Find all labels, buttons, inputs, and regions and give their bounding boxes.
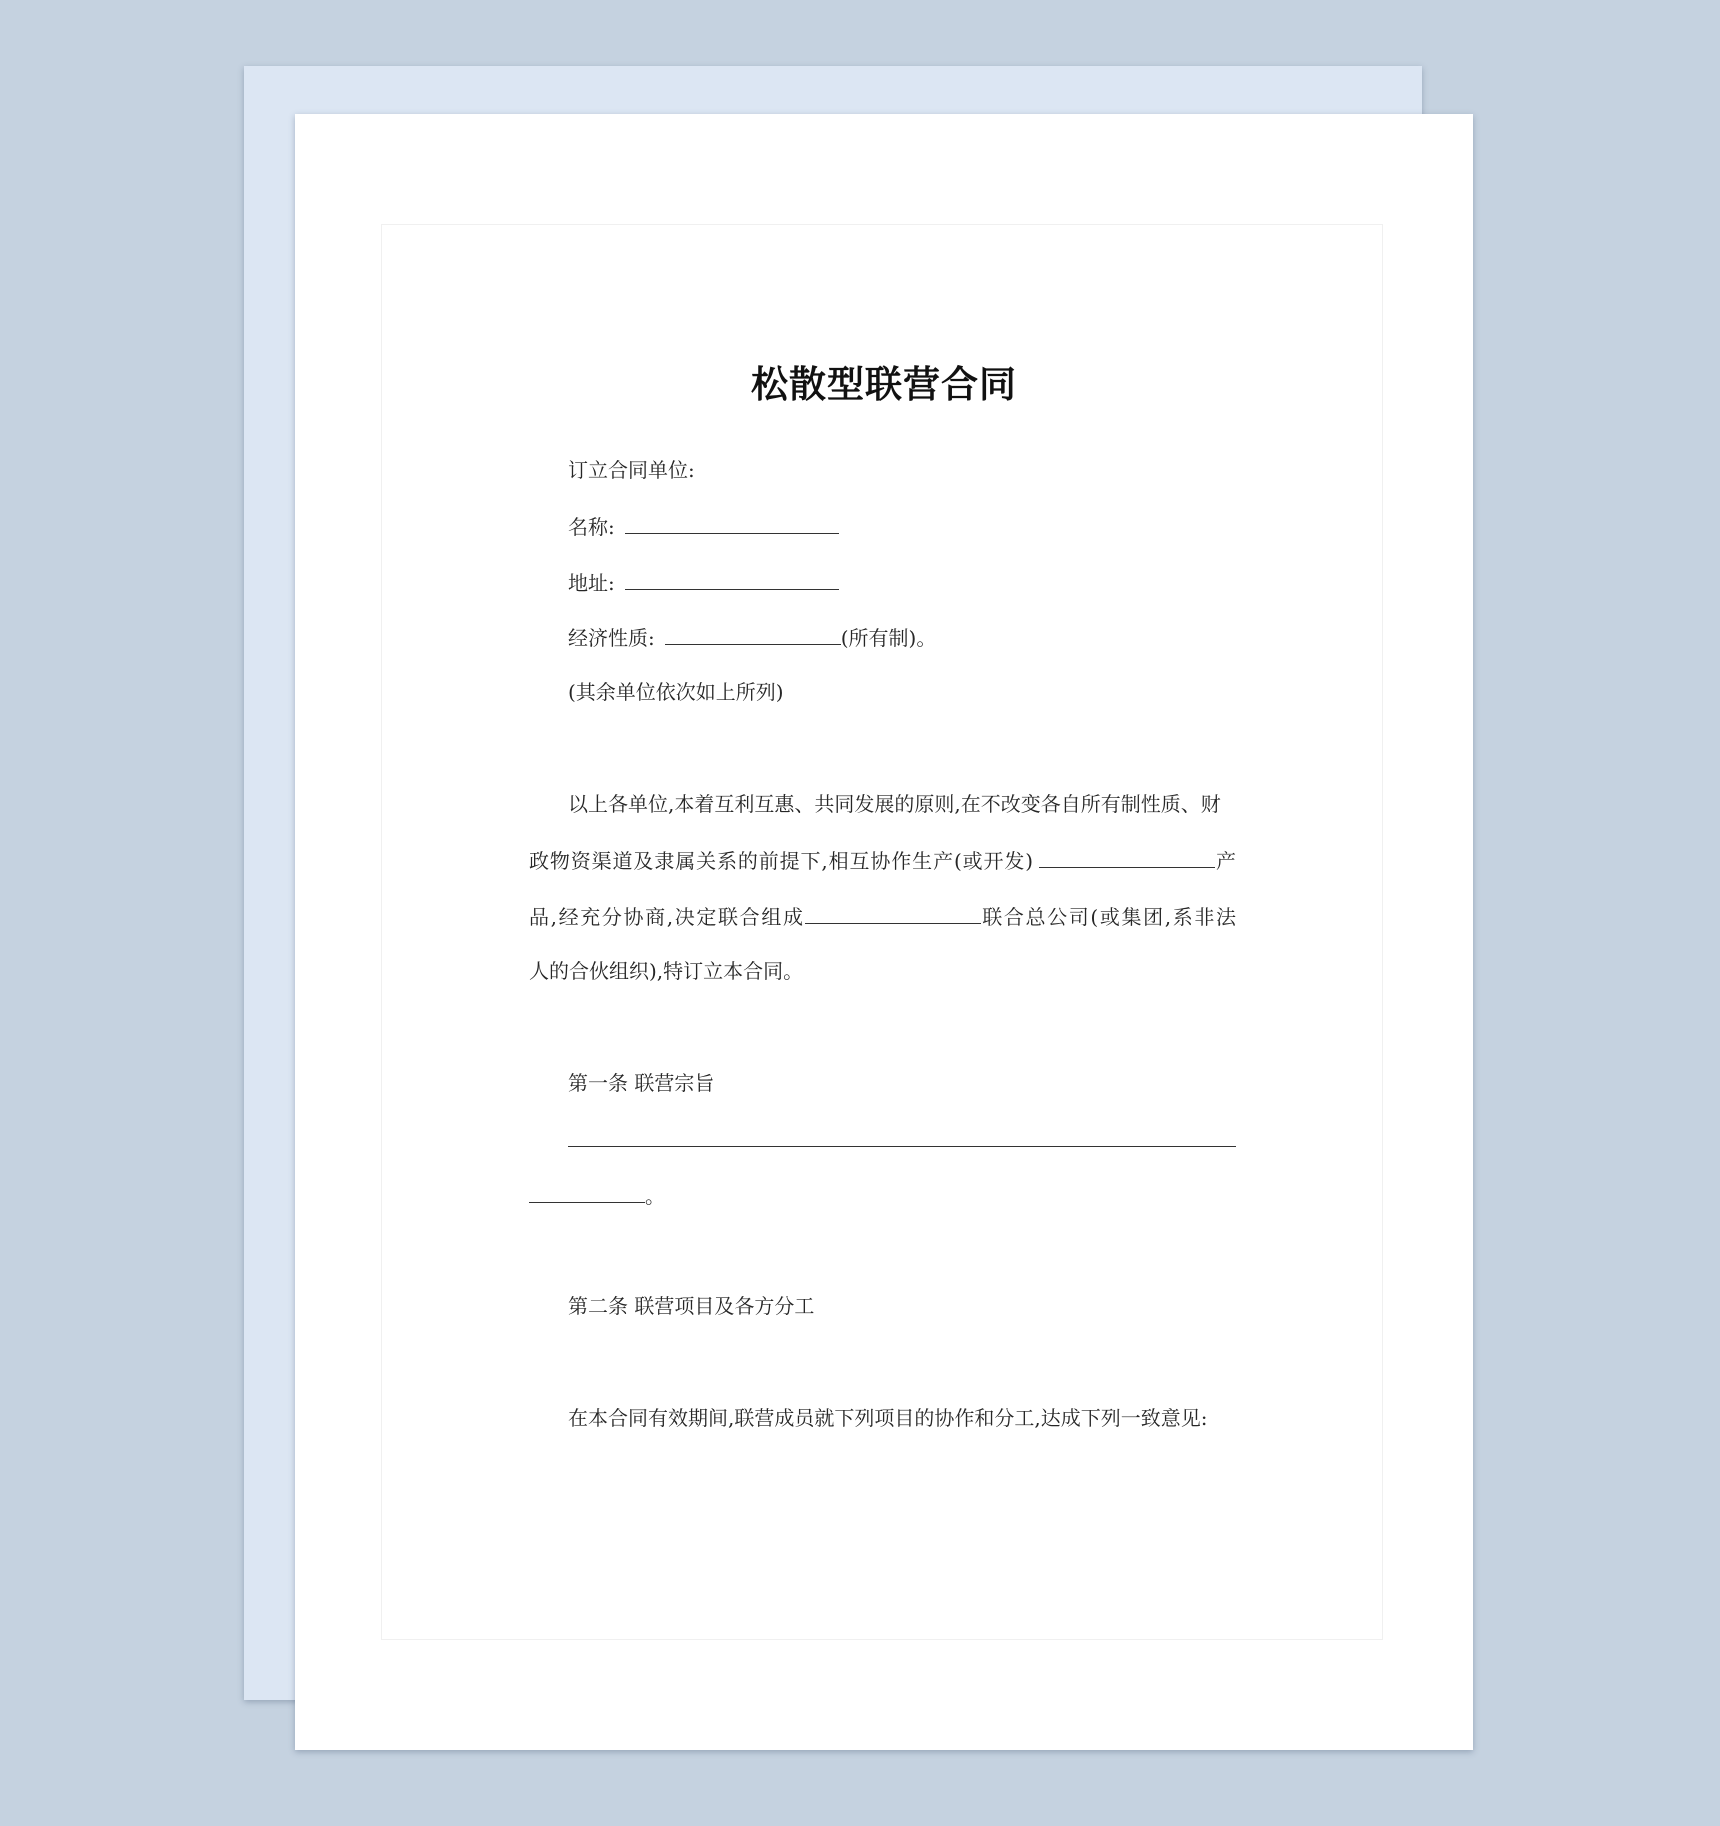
address-label: 地址: bbox=[568, 571, 615, 595]
preamble-line-3-suffix: 联合总公司(或集团,系非法 bbox=[980, 905, 1236, 929]
preamble-line-3 bbox=[529, 903, 1236, 929]
article-1-blank-line bbox=[568, 1146, 1236, 1147]
preamble-line-1: 以上各单位,本着互利互惠、共同发展的原则,在不改变各自所有制性质、财 bbox=[568, 792, 1221, 816]
article-2-heading: 第二条 联营项目及各方分工 bbox=[568, 1294, 815, 1318]
address-blank bbox=[625, 569, 839, 590]
preamble-line-2 bbox=[529, 847, 1236, 873]
nature-field bbox=[568, 624, 936, 650]
nature-label: 经济性质: bbox=[568, 626, 655, 650]
article-2-intro: 在本合同有效期间,联营成员就下列项目的协作和分工,达成下列一致意见: bbox=[568, 1406, 1208, 1430]
name-field bbox=[568, 513, 839, 539]
product-blank bbox=[1039, 847, 1215, 868]
document-title: 松散型联营合同 bbox=[751, 363, 1017, 406]
preamble-line-3-prefix: 品,经充分协商,决定联合组成 bbox=[529, 905, 805, 929]
preamble-line-2-prefix: 政物资渠道及隶属关系的前提下,相互协作生产(或开发) bbox=[529, 849, 1034, 873]
nature-blank bbox=[665, 624, 841, 645]
address-field bbox=[568, 569, 839, 595]
article-1-short-blank bbox=[529, 1182, 645, 1203]
document-page bbox=[295, 114, 1473, 1750]
preamble-line-2-suffix: 产 bbox=[1215, 849, 1236, 873]
article-1-heading: 第一条 联营宗旨 bbox=[568, 1071, 715, 1095]
preamble-line-4: 人的合伙组织),特订立本合同。 bbox=[529, 959, 804, 983]
name-label: 名称: bbox=[568, 515, 615, 539]
nature-suffix: (所有制)。 bbox=[840, 626, 937, 650]
company-name-blank bbox=[805, 903, 981, 924]
others-note: (其余单位依次如上所列) bbox=[568, 680, 784, 704]
article-1-end bbox=[529, 1182, 665, 1208]
parties-label: 订立合同单位: bbox=[568, 458, 695, 482]
article-1-end-mark: 。 bbox=[645, 1184, 665, 1208]
name-blank bbox=[625, 513, 839, 534]
